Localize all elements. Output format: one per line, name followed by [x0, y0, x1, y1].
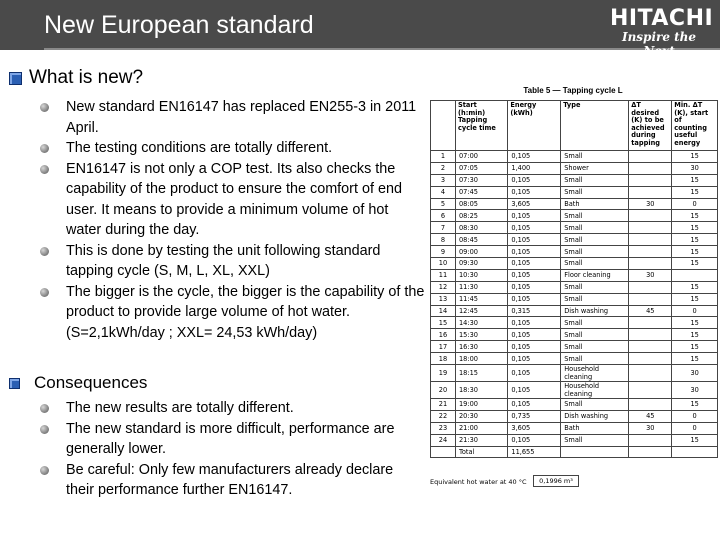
table-cell: Dish washing — [561, 305, 629, 317]
table-cell: 15 — [672, 317, 718, 329]
table-cell: 1 — [431, 151, 456, 163]
column-header: ΔT desired (K) to be achieved during tapping — [629, 101, 672, 151]
table-cell: 22 — [431, 410, 456, 422]
table-cell: 0 — [672, 305, 718, 317]
bullet-dot-icon — [40, 288, 49, 297]
table-row — [431, 258, 718, 270]
table-cell: Small — [561, 281, 629, 293]
table-cell: 07:00 — [455, 151, 507, 163]
table-cell: 0,105 — [508, 382, 561, 399]
column-header: Start (h:min) Tapping cycle time — [455, 101, 507, 151]
bullet-dot-icon — [40, 466, 49, 475]
column-header: Type — [561, 101, 629, 151]
table-row — [431, 269, 718, 281]
table-body — [431, 151, 718, 458]
table-row — [431, 222, 718, 234]
list-item: Be careful: Only few manufacturers already declare their performance further EN16147. — [40, 460, 415, 501]
table-cell: 0,105 — [508, 269, 561, 281]
bullet-dot-icon — [40, 165, 49, 174]
table-row — [431, 186, 718, 198]
table-cell: 15:30 — [455, 329, 507, 341]
table-cell: 07:45 — [455, 186, 507, 198]
table-cell — [672, 269, 718, 281]
page-title: New European standard — [44, 11, 314, 39]
list-item: EN16147 is not only a COP test. Its also checks the capability of the product to ensure the comfort of end user. It means to provide a minimum volume of hot water during the day. — [40, 159, 425, 241]
table-cell: Small — [561, 222, 629, 234]
table-cell: 45 — [629, 305, 672, 317]
table-cell — [672, 446, 718, 458]
table-cell: 4 — [431, 186, 456, 198]
table-cell — [629, 151, 672, 163]
table-cell — [629, 365, 672, 382]
table-cell: 0,105 — [508, 186, 561, 198]
table-cell: 17 — [431, 341, 456, 353]
table-cell: 0,105 — [508, 174, 561, 186]
table-row — [431, 174, 718, 186]
table-cell: 30 — [672, 382, 718, 399]
header-bar — [0, 0, 720, 58]
table-cell — [629, 210, 672, 222]
table-cell: Small — [561, 210, 629, 222]
table-cell: 20:30 — [455, 410, 507, 422]
table-cell: 18:30 — [455, 382, 507, 399]
table-cell: 2 — [431, 162, 456, 174]
table-row — [431, 246, 718, 258]
section-consequences-list — [40, 398, 415, 501]
bullet-dot-icon — [40, 247, 49, 256]
table-row — [431, 434, 718, 446]
table-cell: 0 — [672, 410, 718, 422]
table-cell: Shower — [561, 162, 629, 174]
table-cell: Dish washing — [561, 410, 629, 422]
table-cell: 09:30 — [455, 258, 507, 270]
table-cell: Floor cleaning — [561, 269, 629, 281]
table-cell: Small — [561, 399, 629, 411]
table-cell: 12:45 — [455, 305, 507, 317]
bullet-dot-icon — [40, 103, 49, 112]
column-header — [431, 101, 456, 151]
table-row — [431, 293, 718, 305]
section-what-is-new — [9, 67, 143, 89]
table-cell: 15 — [672, 353, 718, 365]
list-item: The new results are totally different. — [40, 398, 415, 419]
table-cell: 21:00 — [455, 422, 507, 434]
equivalent-hot-water-value: 0,1996 m³ — [533, 475, 579, 487]
table-cell: 0,105 — [508, 293, 561, 305]
table-cell — [629, 382, 672, 399]
table-row — [431, 399, 718, 411]
table-cell: 08:25 — [455, 210, 507, 222]
table-cell: 14 — [431, 305, 456, 317]
table-cell: 15 — [672, 329, 718, 341]
table-row — [431, 329, 718, 341]
table-row — [431, 162, 718, 174]
table-cell: 08:30 — [455, 222, 507, 234]
table-cell: 0,105 — [508, 281, 561, 293]
table-row — [431, 281, 718, 293]
table-cell: 15 — [672, 222, 718, 234]
table-cell: 11 — [431, 269, 456, 281]
table-caption: Table 5 — Tapping cycle L — [523, 86, 623, 95]
table-cell: 30 — [629, 198, 672, 210]
table-row — [431, 410, 718, 422]
section-what-is-new-list — [40, 97, 425, 343]
list-item: The new standard is more difficult, performance are generally lower. — [40, 419, 415, 460]
list-item: This is done by testing the unit following standard tapping cycle (S, M, L, XL, XXL) — [40, 241, 425, 282]
table-row — [431, 353, 718, 365]
table-cell: 21 — [431, 399, 456, 411]
table-cell: 9 — [431, 246, 456, 258]
table-cell: Small — [561, 341, 629, 353]
table-cell: 0,105 — [508, 246, 561, 258]
table-cell: 11,655 — [508, 446, 561, 458]
table-cell: 20 — [431, 382, 456, 399]
table-cell: 30 — [629, 422, 672, 434]
table-cell: 3 — [431, 174, 456, 186]
table-cell: 13 — [431, 293, 456, 305]
table-cell: 16 — [431, 329, 456, 341]
table-cell — [629, 329, 672, 341]
table-cell: Household cleaning — [561, 382, 629, 399]
table-cell: 15 — [672, 258, 718, 270]
table-cell — [629, 258, 672, 270]
logo-name: HITACHI — [610, 6, 714, 31]
table-cell: 0,105 — [508, 317, 561, 329]
table-cell: 19 — [431, 365, 456, 382]
table-cell: 15 — [672, 174, 718, 186]
table-cell: 0,315 — [508, 305, 561, 317]
table-cell: 18 — [431, 353, 456, 365]
table-row — [431, 422, 718, 434]
table-cell: 0,105 — [508, 234, 561, 246]
table-cell: 30 — [672, 365, 718, 382]
table-cell: Small — [561, 434, 629, 446]
table-cell — [629, 399, 672, 411]
table-cell: 11:45 — [455, 293, 507, 305]
table-cell — [629, 234, 672, 246]
table-cell: 15 — [672, 434, 718, 446]
table-cell: 8 — [431, 234, 456, 246]
column-header: Energy (kWh) — [508, 101, 561, 151]
section-title: What is new? — [29, 67, 144, 88]
table-cell — [629, 341, 672, 353]
table-cell: 16:30 — [455, 341, 507, 353]
table-cell: 45 — [629, 410, 672, 422]
table-cell: 0,105 — [508, 365, 561, 382]
table-cell: Small — [561, 353, 629, 365]
table-cell: Small — [561, 246, 629, 258]
table-cell: 09:00 — [455, 246, 507, 258]
table-cell — [629, 174, 672, 186]
table-cell: 0,105 — [508, 210, 561, 222]
table-row — [431, 198, 718, 210]
table-cell: 15 — [431, 317, 456, 329]
table-cell: 5 — [431, 198, 456, 210]
table-cell: 15 — [672, 399, 718, 411]
table-cell — [629, 446, 672, 458]
equivalent-hot-water-label: Equivalent hot water at 40 °C — [430, 478, 527, 486]
table-row — [431, 341, 718, 353]
table-cell: 3,605 — [508, 422, 561, 434]
table-cell: 14:30 — [455, 317, 507, 329]
table-cell: 15 — [672, 234, 718, 246]
table-header-row — [431, 101, 718, 151]
table-cell: 10 — [431, 258, 456, 270]
table-row — [431, 305, 718, 317]
table-row — [431, 446, 718, 458]
table-cell: Small — [561, 151, 629, 163]
table-cell: 07:05 — [455, 162, 507, 174]
bullet-dot-icon — [40, 144, 49, 153]
table-cell — [629, 353, 672, 365]
table-cell: Small — [561, 174, 629, 186]
logo-tagline: Inspire the Next — [621, 30, 697, 58]
table-cell — [629, 186, 672, 198]
table-cell: Household cleaning — [561, 365, 629, 382]
table-cell: 15 — [672, 210, 718, 222]
table-cell: 23 — [431, 422, 456, 434]
table-row — [431, 151, 718, 163]
table-cell: 0,105 — [508, 341, 561, 353]
table-cell: Small — [561, 329, 629, 341]
table-cell — [629, 222, 672, 234]
table-row — [431, 382, 718, 399]
table-row — [431, 317, 718, 329]
table-cell — [629, 281, 672, 293]
table-cell: 0,105 — [508, 353, 561, 365]
table-cell: 0,105 — [508, 329, 561, 341]
table-row — [431, 365, 718, 382]
table-cell — [629, 293, 672, 305]
table-row — [431, 234, 718, 246]
table-cell: 0,105 — [508, 434, 561, 446]
table-cell: 0,735 — [508, 410, 561, 422]
brand-logo — [610, 6, 714, 58]
table-cell: 21:30 — [455, 434, 507, 446]
table-cell: 08:45 — [455, 234, 507, 246]
table-cell — [629, 317, 672, 329]
table-cell: Small — [561, 293, 629, 305]
table-row — [431, 210, 718, 222]
table-cell: Total — [455, 446, 507, 458]
list-item: The testing conditions are totally different. — [40, 138, 425, 159]
checkbox-bullet-icon — [9, 378, 20, 389]
table-cell: 6 — [431, 210, 456, 222]
table-cell: Small — [561, 258, 629, 270]
list-item: New standard EN16147 has replaced EN255-3 in 2011 April. — [40, 97, 425, 138]
table-cell: 3,605 — [508, 198, 561, 210]
table-cell: 12 — [431, 281, 456, 293]
table-cell: 18:15 — [455, 365, 507, 382]
table-cell: 11:30 — [455, 281, 507, 293]
table-cell: Small — [561, 317, 629, 329]
table-cell: 0,105 — [508, 258, 561, 270]
table-cell: 15 — [672, 293, 718, 305]
table-cell: 10:30 — [455, 269, 507, 281]
table-cell: 7 — [431, 222, 456, 234]
table-cell: 15 — [672, 151, 718, 163]
table-cell: Small — [561, 186, 629, 198]
section-title: Consequences — [34, 373, 148, 392]
table-cell: 0 — [672, 198, 718, 210]
list-item: The bigger is the cycle, the bigger is the capability of the product to provide large volume of hot water. (S=2,1kWh/day ; XXL= 24,53 kWh/day) — [40, 282, 425, 344]
table-cell: 24 — [431, 434, 456, 446]
tapping-cycle-table — [430, 100, 718, 458]
table-cell: Bath — [561, 198, 629, 210]
table-cell: 30 — [672, 162, 718, 174]
table-cell: 15 — [672, 246, 718, 258]
table-cell: 15 — [672, 341, 718, 353]
table-cell: 0 — [672, 422, 718, 434]
table-cell: 0,105 — [508, 222, 561, 234]
table-cell — [629, 434, 672, 446]
table-cell: 08:05 — [455, 198, 507, 210]
table-cell — [629, 246, 672, 258]
section-consequences — [9, 373, 147, 393]
bullet-dot-icon — [40, 425, 49, 434]
bullet-dot-icon — [40, 404, 49, 413]
table-cell: 1,400 — [508, 162, 561, 174]
table-cell: Small — [561, 234, 629, 246]
table-cell: 07:30 — [455, 174, 507, 186]
checkbox-bullet-icon — [9, 72, 22, 85]
table-cell: 18:00 — [455, 353, 507, 365]
column-header: Min. ΔT (K), start of counting useful energy — [672, 101, 718, 151]
table-cell — [431, 446, 456, 458]
table-cell — [561, 446, 629, 458]
tapping-cycle-table-figure — [428, 86, 718, 486]
table-cell: 19:00 — [455, 399, 507, 411]
table-cell — [629, 162, 672, 174]
table-cell: 0,105 — [508, 151, 561, 163]
table-cell: 30 — [629, 269, 672, 281]
table-cell: 0,105 — [508, 399, 561, 411]
table-cell: 15 — [672, 281, 718, 293]
table-cell: 15 — [672, 186, 718, 198]
table-cell: Bath — [561, 422, 629, 434]
